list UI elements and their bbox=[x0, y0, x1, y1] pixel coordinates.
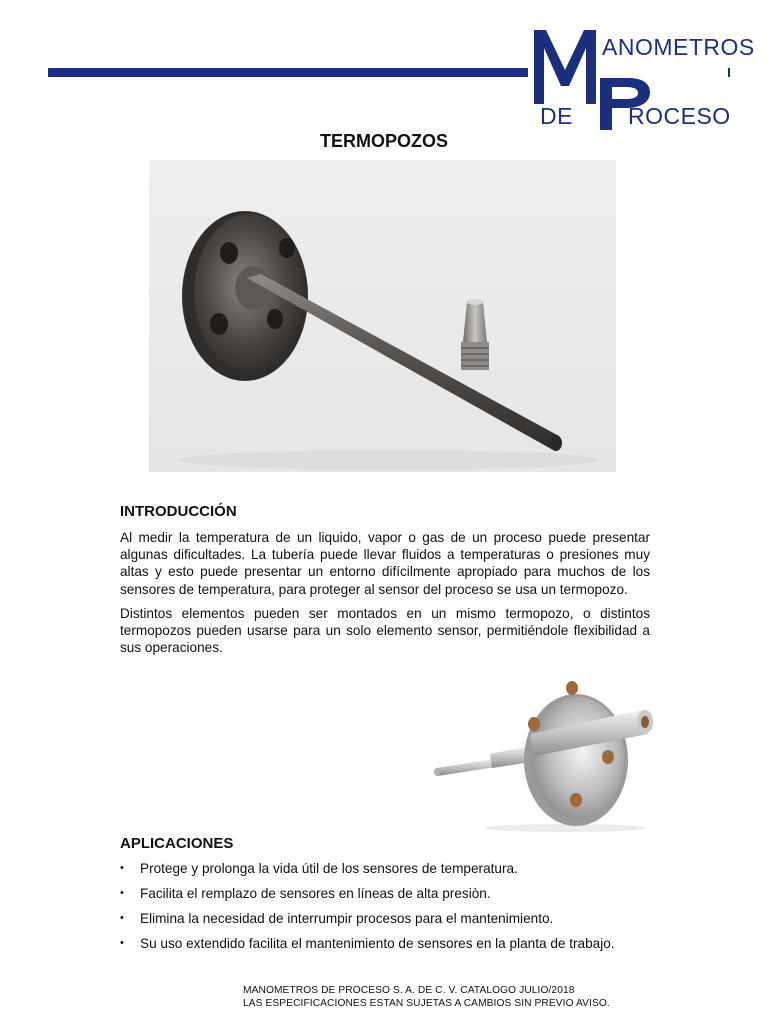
bullet-icon: • bbox=[120, 887, 124, 899]
list-item-text: Su uso extendido facilita el mantenimiento de sensores en la planta de trabajo. bbox=[140, 936, 615, 951]
list-item bbox=[120, 860, 615, 885]
footer-line-disclaimer: LAS ESPECIFICACIONES ESTAN SUJETAS A CAMBIOS SIN PREVIO AVISO. bbox=[243, 997, 610, 1009]
bullet-icon: • bbox=[120, 862, 124, 874]
list-item-text: Facilita el remplazo de sensores en líneas de alta presiòn. bbox=[140, 886, 491, 901]
logo-text-manometros: ANOMETROS bbox=[602, 34, 755, 60]
list-item bbox=[120, 910, 615, 935]
heading-aplicaciones: APLICACIONES bbox=[120, 835, 234, 852]
company-logo bbox=[528, 26, 755, 136]
intro-paragraph-1: Al medir la temperatura de un liquido, vapor o gas de un proceso puede presentar algunas dificultades. La tubería puede llevar fluidos a temperaturas o presiones muy altas y esto puede presentar un entorno difícilmente apropiado para muchos de los sensores de temperatura, para proteger al sensor del proceso se usa un termopozo. bbox=[120, 530, 650, 597]
logo-text-de: DE bbox=[540, 103, 573, 129]
list-item bbox=[120, 935, 615, 960]
footer-line-company: MANOMETROS DE PROCESO S. A. DE C. V. CATALOGO JULIO/2018 bbox=[243, 985, 575, 996]
list-item bbox=[120, 885, 615, 910]
page-title: TERMOPOZOS bbox=[319, 131, 448, 151]
logo-text-proceso: ROCESO bbox=[628, 103, 731, 129]
list-item-text: Elimina la necesidad de interrumpir procesos para el mantenimiento. bbox=[140, 911, 554, 926]
bullet-icon: • bbox=[120, 912, 124, 924]
thermowell-photo-main bbox=[149, 160, 616, 472]
footer bbox=[243, 985, 610, 1010]
list-item-text: Protege y prolonga la vida útil de los sensores de temperatura. bbox=[140, 861, 518, 876]
thermowell-photo-secondary bbox=[430, 662, 660, 832]
applications-list bbox=[120, 860, 615, 960]
bullet-icon: • bbox=[120, 937, 124, 949]
heading-introduccion: INTRODUCCIÓN bbox=[120, 503, 237, 520]
intro-paragraph-2: Distintos elementos pueden ser montados en un mismo termopozo, o distintos termopozos pueden usarse para un solo elemento sensor, permitiéndole flexibilidad a sus operaciones. bbox=[120, 606, 650, 656]
